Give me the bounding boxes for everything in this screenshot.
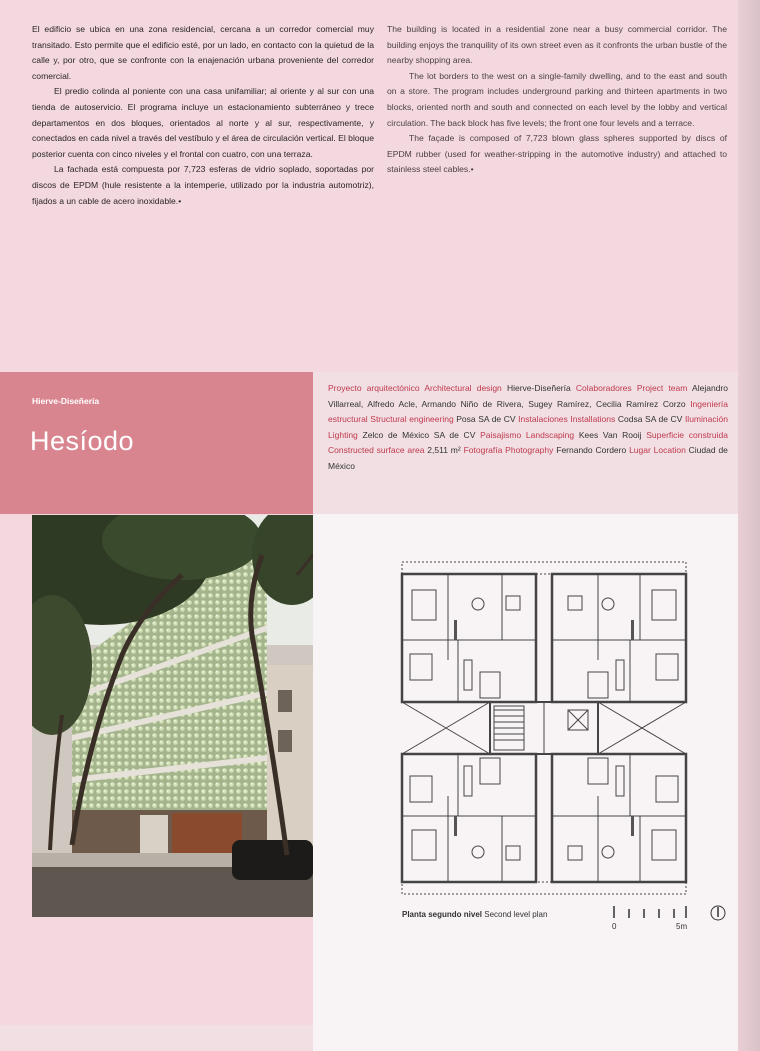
credit-value: Zelco de México SA de CV xyxy=(362,429,476,440)
credit-label: Superficie construida Constructed surface area xyxy=(328,429,728,456)
credit-label: Ingeniería estructural Structural engineering xyxy=(328,398,728,425)
credit-value: Fernando Cordero xyxy=(556,445,627,456)
scale-start-label: 0 xyxy=(612,922,617,931)
paragraph-es-3: La fachada está compuesta por 7,723 esferas de vidrio soplado, soportadas por discos de EPDM (hule resistente a la intemperie, utilizado por la industria automotriz), fijados a un cable de acero inoxidable.• xyxy=(32,164,374,206)
credit-value: Posa SA de CV xyxy=(456,414,516,425)
credit-label: Paisajismo Landscaping xyxy=(480,429,575,440)
paragraph-en-3: The façade is composed of 7,723 blown glass spheres supported by discs of EPDM rubber (used for weather-stripping in the automotive industry) and attached to stainless steel cables.• xyxy=(387,133,727,175)
paragraph-en-1: The building is located in a residential zone near a busy commercial corridor. The building enjoys the tranquility of its own street even as it confronts the urban bustle of the nearby shopping area. xyxy=(387,24,727,66)
credit-label: Colaboradores Project team xyxy=(575,383,688,393)
body-text-english xyxy=(387,22,727,178)
credit-value: Ciudad de México xyxy=(328,445,728,471)
project-title: Hesíodo xyxy=(30,426,135,456)
paragraph-es-1: El edificio se ubica en una zona residencial, cercana a un corredor comercial muy transitado. Esto permite que el edificio esté, por un lado, en contacto con la quietud de la calle y, por otro, que se confronte con la enajenación urbana proveniente del corredor comercial. xyxy=(32,24,374,81)
credit-label: Instalaciones Installations xyxy=(518,414,616,425)
credit-value: 2,511 m² xyxy=(427,445,461,456)
bottom-strip xyxy=(0,1025,313,1051)
credit-value: Hierve-Diseñería xyxy=(506,383,571,393)
project-credits xyxy=(328,381,728,475)
page-gutter xyxy=(738,0,760,1051)
credit-label: Fotografía Photography xyxy=(463,445,554,456)
floor-plan-drawing xyxy=(398,560,694,901)
plan-caption xyxy=(402,910,547,919)
credit-value: Kees Van Rooij xyxy=(578,429,642,440)
building-photo xyxy=(32,515,313,917)
paragraph-en-2: The lot borders to the west on a single-family dwelling, and to the east and south on a store. The program includes underground parking and thirteen apartments in two blocks, oriented north and south and connected on each level by the lobby and vertical circulation. The back block has five levels; the front one four levels and a terrace. xyxy=(387,70,727,128)
scale-end-label: 5m xyxy=(676,922,688,931)
credit-label: Proyecto arquitectónico Architectural design xyxy=(328,383,502,393)
body-text-spanish xyxy=(32,22,374,209)
credit-value: Alejandro Villarreal, Alfredo Acle, Armando Niño de Rivera, Sugey Ramírez, Cecilia Ramírez Corzo xyxy=(328,383,728,409)
plan-caption-es: Planta segundo nivel xyxy=(402,910,483,919)
north-arrow-icon xyxy=(709,904,727,927)
plan-caption-en: Second level plan xyxy=(484,910,548,919)
credit-value: Codsa SA de CV xyxy=(617,414,683,425)
credit-label: Lugar Location xyxy=(629,445,686,456)
firm-name: Hierve-Diseñería xyxy=(32,396,100,406)
credit-label: Iluminación Lighting xyxy=(328,414,728,440)
paragraph-es-2: El predio colinda al poniente con una casa unifamiliar; al oriente y al sur con una tienda de autoservicio. El programa incluye un estacionamiento subterráneo y trece departamentos en dos bloques, orientados al norte y al sur, respectivamente, y conectados en cada nivel a través del vestíbulo y el área de circulación vertical. El bloque posterior cuenta con cinco niveles y el frontal con cuatro, con una terraza. xyxy=(32,86,374,159)
